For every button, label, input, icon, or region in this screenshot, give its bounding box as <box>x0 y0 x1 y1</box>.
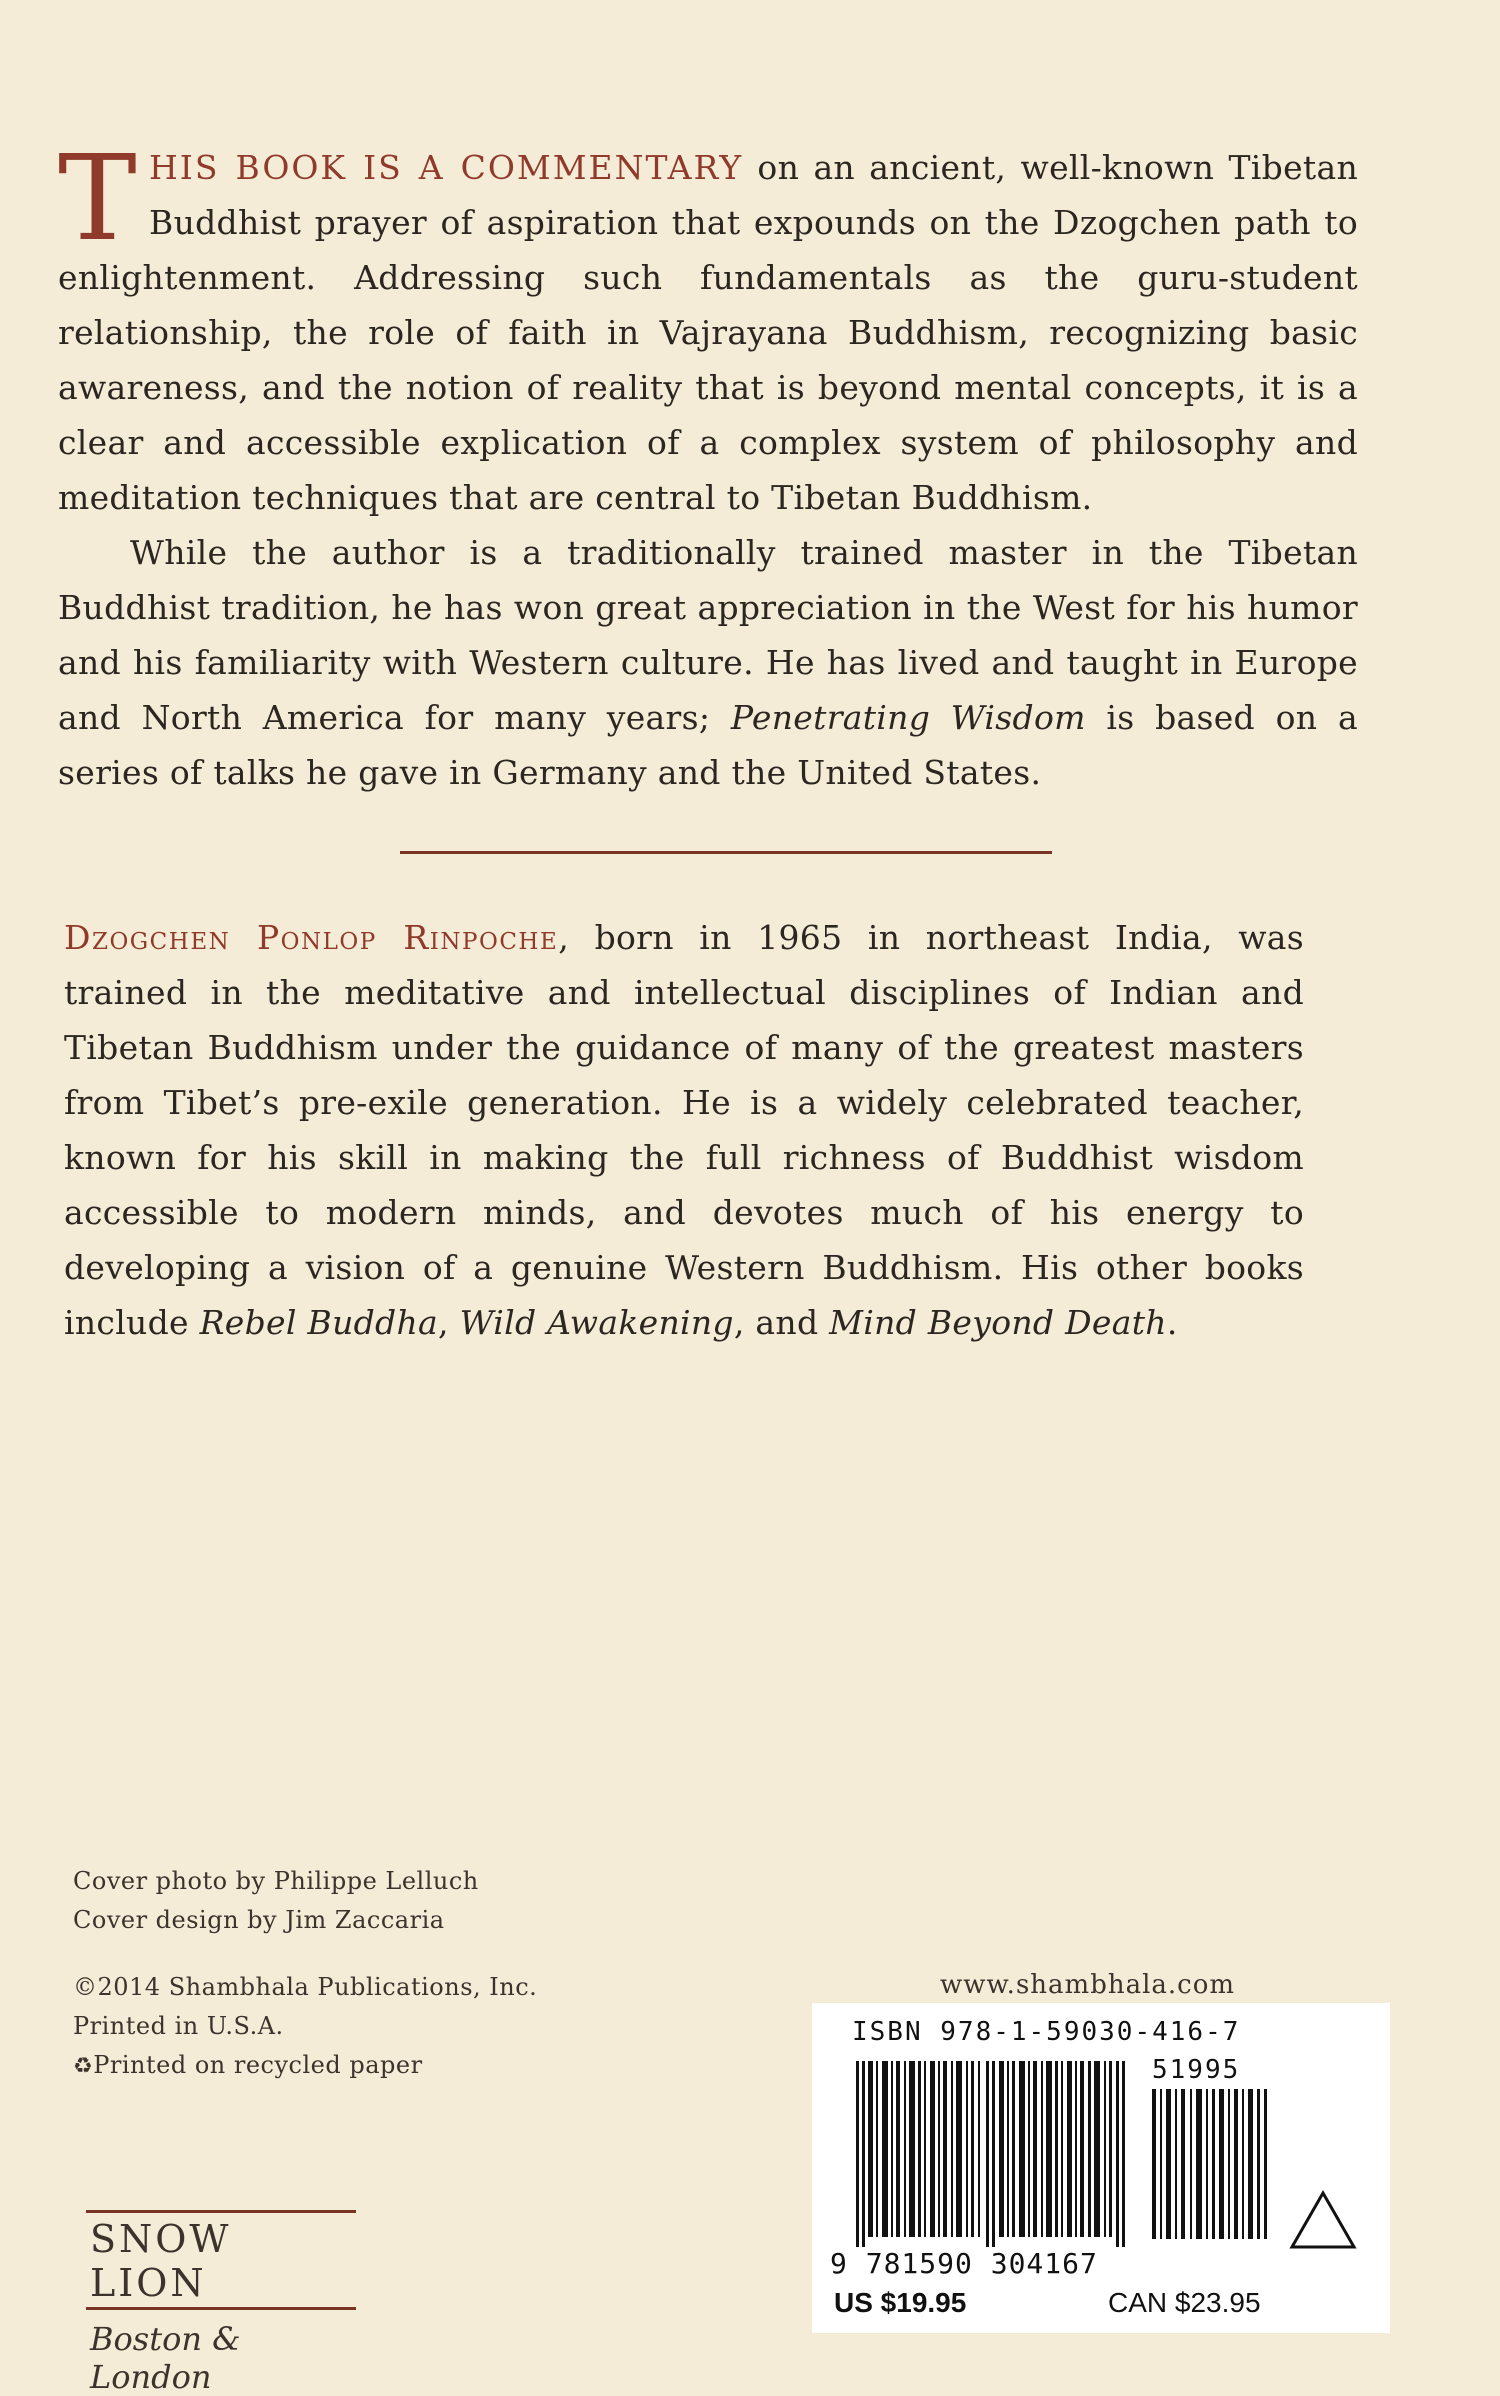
other-book-2: Wild Awakening <box>459 1303 734 1342</box>
design-credit: Cover design by Jim Zaccaria <box>73 1906 445 1934</box>
triangle-mark <box>1288 2189 1358 2251</box>
author-name: Dzogchen Ponlop Rinpoche <box>64 918 559 957</box>
recycle-icon: ♻ <box>73 2054 94 2079</box>
publisher-name: SNOW LION <box>90 2217 232 2305</box>
lead-in: HIS BOOK IS A COMMENTARY <box>149 148 744 187</box>
drop-cap: T <box>58 129 138 267</box>
photo-credit: Cover photo by Philippe Lelluch <box>73 1867 479 1895</box>
credits <box>73 1862 537 2086</box>
other-book-3: Mind Beyond Death <box>829 1303 1167 1342</box>
price-code: 51995 <box>1152 2055 1241 2085</box>
us-price: US $19.95 <box>834 2287 967 2318</box>
paragraph-2-text: While the author is a traditionally trained master in the Tibetan Buddhist tradition, he has won great appreciation in the West for his humor and his familiarity with Western culture. He has lived and taught in Europe and North America for many years; <box>58 533 1358 737</box>
isbn-text: ISBN 978-1-59030-416-7 <box>852 2017 1241 2047</box>
publisher-website: www.shambhala.com <box>940 1970 1236 2000</box>
price-barcode <box>1152 2089 1272 2239</box>
ean-number: 9 781590 304167 <box>830 2247 1098 2280</box>
recycled-note <box>73 2046 537 2086</box>
bio-paragraph <box>64 910 1304 1350</box>
isbn-barcode <box>856 2061 1136 2247</box>
author-bio <box>64 910 1304 1350</box>
description-paragraph-1 <box>58 129 1358 525</box>
section-divider <box>400 851 1052 854</box>
copyright: ©2014 Shambhala Publications, Inc. <box>73 1973 538 2001</box>
publisher-place: Boston & London <box>90 2320 241 2396</box>
other-book-1: Rebel Buddha <box>199 1303 438 1342</box>
printed-in: Printed in U.S.A. <box>73 2012 284 2040</box>
separator-2: , and <box>733 1303 830 1342</box>
book-title-reference: Penetrating Wisdom <box>730 698 1086 737</box>
publisher-logo <box>86 2210 356 2396</box>
bio-text: , born in 1965 in northeast India, was trained in the meditative and intellectual disciplines of Indian and Tibetan Buddhism under the guidance of many of the greatest masters from Tibet’s pre-exile generation. He is a widely celebrated teacher, known for his skill in making the full richness of Buddhist wisdom accessible to modern minds, and devotes much of his energy to developing a vision of a genuine Western Buddhism. His other books include <box>64 918 1305 1342</box>
paragraph-1-text: on an ancient, well-known Tibetan Buddhist prayer of aspiration that expounds on the Dzogchen path to enlightenment. Addressing such fundamentals as the guru-student relationship, the role of faith in Vajrayana Buddhism, recognizing basic awareness, and the notion of reality that is beyond mental concepts, it is a clear and accessible explication of a complex system of philosophy and meditation techniques that are central to Tibetan Buddhism. <box>58 148 1358 517</box>
bio-end: . <box>1166 1303 1178 1342</box>
recycled-text: Printed on recycled paper <box>93 2051 423 2079</box>
description-paragraph-2 <box>58 525 1358 800</box>
barcode-label <box>812 2003 1390 2333</box>
book-description <box>58 129 1358 800</box>
paragraph-2-end: is based on a series of talks he gave in Germany and the United States. <box>58 698 1358 792</box>
can-price: CAN $23.95 <box>1108 2287 1261 2318</box>
separator-1: , <box>438 1303 460 1342</box>
